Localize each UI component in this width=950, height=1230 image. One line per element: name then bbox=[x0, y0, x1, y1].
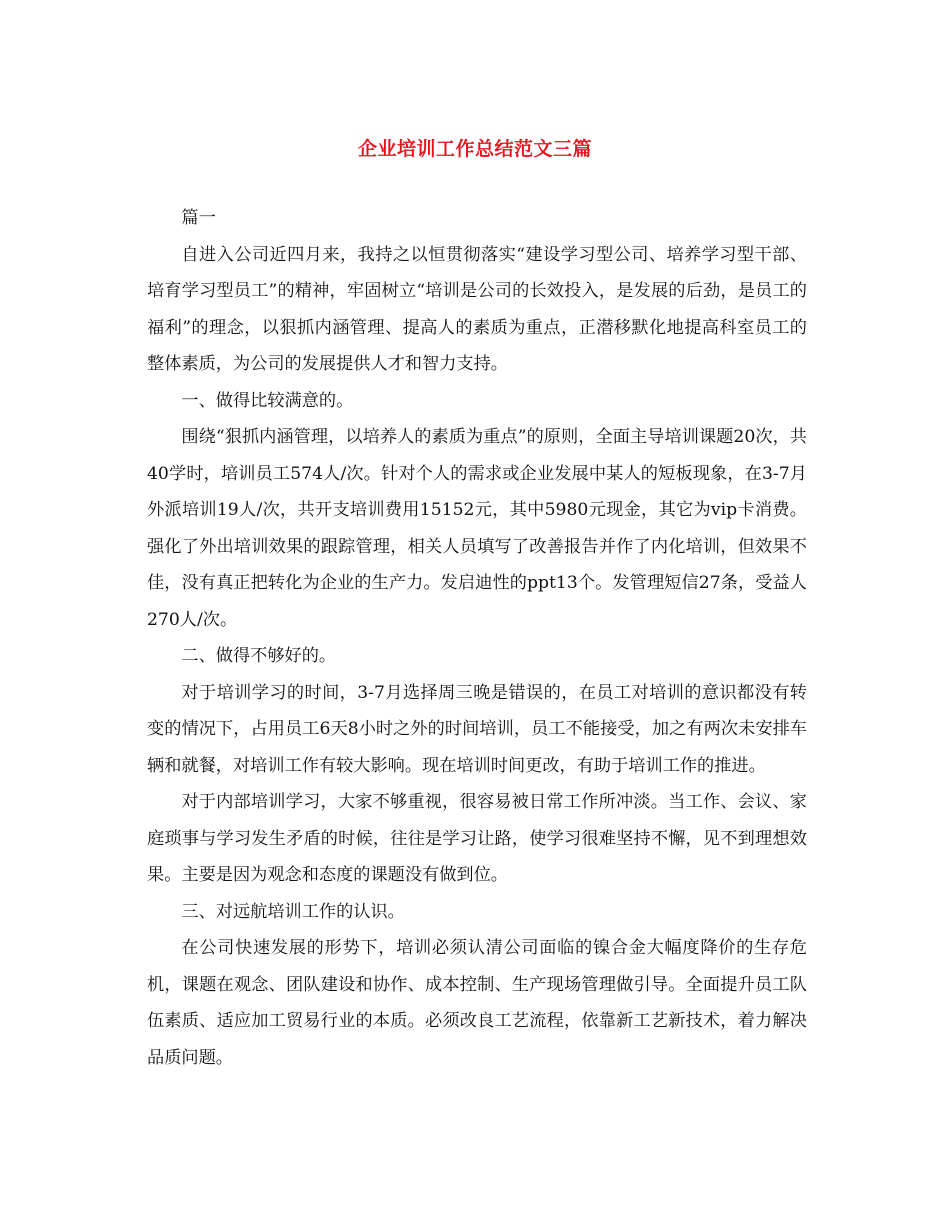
document-body bbox=[147, 200, 807, 1076]
body-paragraph: 自进入公司近四月来，我持之以恒贯彻落实“建设学习型公司、培养学习型干部、培育学习型员工”的精神，牢固树立“培训是公司的长效投入，是发展的后劲，是员工的福利”的理念，以狠抓内涵管理、提高人的素质为重点，正潜移默化地提高科室员工的整体素质，为公司的发展提供人才和智力支持。 bbox=[147, 244, 807, 374]
section-heading: 篇一 bbox=[181, 208, 216, 228]
body-paragraph: 对于培训学习的时间，3-7月选择周三晚是错误的，在员工对培训的意识都没有转变的情况下，占用员工6天8小时之外的时间培训，员工不能接受，加之有两次未安排车辆和就餐，对培训工作有较大影响。现在培训时间更改，有助于培训工作的推进。 bbox=[147, 682, 807, 776]
document-title: 企业培训工作总结范文三篇 bbox=[357, 138, 592, 160]
body-paragraph: 围绕“狠抓内涵管理，以培养人的素质为重点”的原则，全面主导培训课题20次，共40学时，培训员工574人/次。针对个人的需求或企业发展中某人的短板现象，在3-7月外派培训19人/次，共开支培训费用15152元，其中5980元现金，其它为vip卡消费。强化了外出培训效果的跟踪管理，相关人员填写了改善报告并作了内化培训，但效果不佳，没有真正把转化为企业的生产力。发启迪性的ppt13个。发管理短信27条，受益人270人/次。 bbox=[147, 427, 807, 630]
body-paragraph: 在公司快速发展的形势下，培训必须认清公司面临的镍合金大幅度降价的生存危机，课题在观念、团队建设和协作、成本控制、生产现场管理做引导。全面提升员工队伍素质、适应加工贸易行业的本质。必须改良工艺流程，依靠新工艺新技术，着力解决品质问题。 bbox=[147, 938, 807, 1068]
section-heading: 三、对远航培训工作的认识。 bbox=[181, 901, 405, 922]
section-heading: 一、做得比较满意的。 bbox=[181, 390, 354, 411]
section-heading: 二、做得不够好的。 bbox=[181, 646, 337, 666]
body-paragraph: 对于内部培训学习，大家不够重视，很容易被日常工作所冲淡。当工作、会议、家庭琐事与学习发生矛盾的时候，往往是学习让路，使学习很难坚持不懈，见不到理想效果。主要是因为观念和态度的课题没有做到位。 bbox=[147, 792, 807, 885]
